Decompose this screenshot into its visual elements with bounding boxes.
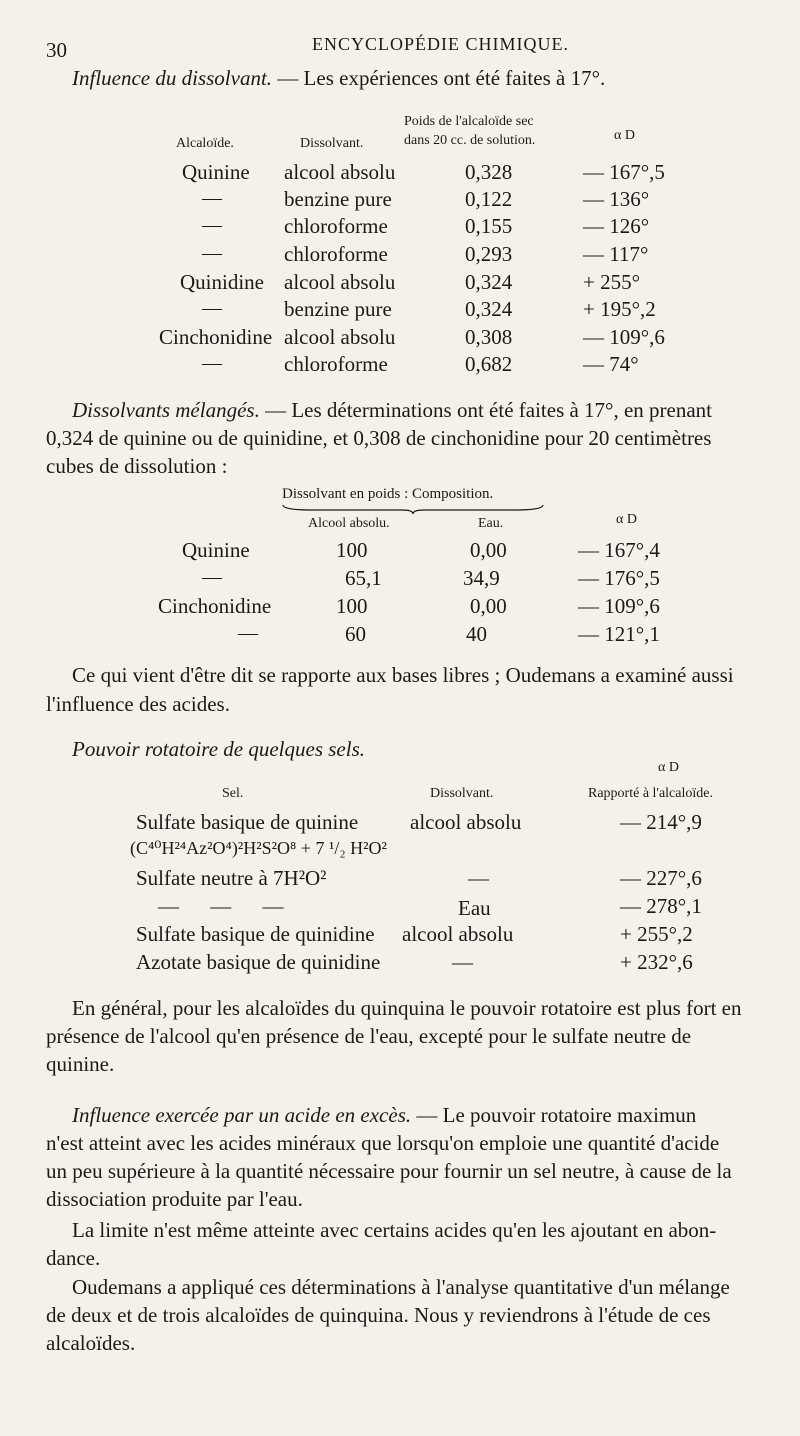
salts-alpha-header: α D [658, 760, 679, 775]
salts-row1-solvent: alcool absolu [410, 810, 522, 834]
table1-row7-weight: 0,308 [465, 325, 513, 349]
table2-row3-water: 0,00 [470, 594, 507, 618]
salts-row4-value: — 278°,1 [620, 894, 702, 918]
salts-row4-solvent: Eau [458, 896, 491, 920]
table1-row5-solvent: alcool absolu [284, 270, 396, 294]
table1-alpha-header: α D [614, 128, 635, 143]
page-number: 30 [46, 38, 67, 62]
table1-row8-alpha: — 74° [583, 352, 639, 376]
general-line2: présence de l'alcool qu'en présence de l'eau, excepté pour le sulfate neutre de [46, 1024, 692, 1048]
table1-row7-solvent: alcool absolu [284, 325, 396, 349]
table1-row3-solvent: chloroforme [284, 214, 388, 238]
table1-row2-weight: 0,122 [465, 187, 513, 211]
mixed-line3: cubes de dissolution : [46, 454, 228, 478]
table2-row1-name: Quinine [182, 538, 250, 562]
table2-row1-alcohol: 100 [336, 538, 368, 562]
table1-weight-header-2: dans 20 cc. de solution. [404, 133, 536, 148]
salts-ratio-header: Rapporté à l'alcaloïde. [588, 786, 713, 801]
table2-row2-water: 34,9 [463, 566, 500, 590]
salts-row1-value: — 214°,9 [620, 810, 702, 834]
table1-row4-alpha: — 117° [583, 242, 649, 266]
table1-row5-alpha: + 255° [583, 270, 640, 294]
table1-row8-alkaloid: — [202, 352, 222, 374]
table1-row2-alkaloid: — [202, 187, 222, 209]
oudemans-line3: alcaloïdes. [46, 1331, 136, 1355]
table1-row4-weight: 0,293 [465, 242, 513, 266]
table2-alcohol-header: Alcool absolu. [308, 516, 390, 531]
table1-row8-weight: 0,682 [465, 352, 513, 376]
table2-brace [282, 503, 544, 515]
excess-line1-text: — Le pouvoir rotatoire maximun [416, 1103, 697, 1127]
table2-row3-alpha: — 109°,6 [578, 594, 660, 618]
table1-row7-alkaloid: Cinchonidine [159, 325, 273, 349]
general-line3: quinine. [46, 1052, 115, 1076]
salts-solvent-header: Dissolvant. [430, 786, 494, 801]
table2-row2-alcohol: 65,1 [345, 566, 382, 590]
table1-row5-alkaloid: Quinidine [180, 270, 264, 294]
salts-row3-salt: Sulfate neutre à 7H²O² [136, 866, 327, 890]
table1-row6-solvent: benzine pure [284, 297, 392, 321]
salts-row6-salt: Azotate basique de quinidine [136, 950, 381, 974]
table1-row4-solvent: chloroforme [284, 242, 388, 266]
running-title: ENCYCLOPÉDIE CHIMIQUE. [312, 34, 569, 54]
table1-row2-solvent: benzine pure [284, 187, 392, 211]
table2-row4-name: — [238, 622, 258, 644]
table1-row3-alpha: — 126° [583, 214, 650, 238]
table1-row7-alpha: — 109°,6 [583, 325, 665, 349]
salts-row2-formula: (C⁴⁰H²⁴Az²O⁴)²H²S²O⁸ + 7 ¹/₂ H²O² [130, 838, 387, 858]
salts-row6-solvent: — [452, 950, 473, 974]
table1-weight-header-1: Poids de l'alcaloïde sec [404, 114, 534, 129]
salts-row6-value: + 232°,6 [620, 950, 693, 974]
table1-row1-alkaloid: Quinine [182, 160, 250, 184]
intro-text: — Les expériences ont été faites à 17°. [277, 66, 606, 90]
table1-row8-solvent: chloroforme [284, 352, 388, 376]
salts-row5-salt: Sulfate basique de quinidine [136, 922, 375, 946]
mixed-line1-text: — Les déterminations ont été faites à 17°, en prenant [265, 398, 712, 422]
intro-line [72, 66, 605, 91]
mixed-heading: Dissolvants mélangés. [72, 398, 260, 422]
table1-alkaloid-header: Alcaloïde. [176, 136, 234, 151]
table2-row1-alpha: — 167°,4 [578, 538, 660, 562]
bases-line1: Ce qui vient d'être dit se rapporte aux bases libres ; Oudemans a examiné aussi [72, 663, 734, 687]
table2-row3-name: Cinchonidine [158, 594, 272, 618]
table2-water-header: Eau. [478, 516, 504, 531]
general-line1: En général, pour les alcaloïdes du quinquina le pouvoir rotatoire est plus fort en [72, 996, 742, 1020]
table1-row1-weight: 0,328 [465, 160, 513, 184]
table1-row6-weight: 0,324 [465, 297, 513, 321]
salts-row3-solvent: — [468, 866, 489, 890]
mixed-line1 [72, 398, 712, 423]
oudemans-line1: Oudemans a appliqué ces déterminations à l'analyse quantitative d'un mélange [72, 1275, 730, 1299]
table1-solvent-header: Dissolvant. [300, 136, 364, 151]
intro-heading: Influence du dissolvant. [72, 66, 273, 90]
table2-row4-water: 40 [466, 622, 487, 646]
excess-line3: un peu supérieure à la quantité nécessaire pour fournir un sel neutre, à cause de la [46, 1159, 732, 1183]
bases-line2: l'influence des acides. [46, 692, 230, 716]
table2-row4-alpha: — 121°,1 [578, 622, 660, 646]
table2-alpha-header: α D [616, 512, 637, 527]
excess-line2: n'est atteint avec les acides minéraux que lorsqu'on emploie une quantité d'acide [46, 1131, 720, 1155]
table2-row4-alcohol: 60 [345, 622, 366, 646]
table1-row6-alkaloid: — [202, 297, 222, 319]
table1-row3-weight: 0,155 [465, 214, 513, 238]
salts-row4-salt: — — — [158, 894, 284, 918]
oudemans-line2: de deux et de trois alcaloïdes de quinquina. Nous y reviendrons à l'étude de ces [46, 1303, 711, 1327]
excess-line1 [72, 1103, 696, 1128]
excess-line4: dissociation produite par l'eau. [46, 1187, 303, 1211]
salts-row5-value: + 255°,2 [620, 922, 693, 946]
limit-line1: La limite n'est même atteinte avec certains acides qu'en les ajoutant en abon- [72, 1218, 717, 1242]
salts-salt-header: Sel. [222, 786, 244, 801]
limit-line2: dance. [46, 1246, 101, 1270]
table1-row1-solvent: alcool absolu [284, 160, 396, 184]
table1-row2-alpha: — 136° [583, 187, 650, 211]
salts-row5-solvent: alcool absolu [402, 922, 514, 946]
salts-row3-value: — 227°,6 [620, 866, 702, 890]
table1-row3-alkaloid: — [202, 214, 222, 236]
table1-row4-alkaloid: — [202, 242, 222, 264]
table2-group-header: Dissolvant en poids : Composition. [282, 486, 494, 502]
excess-heading: Influence exercée par un acide en excès. [72, 1103, 412, 1127]
table2-row1-water: 0,00 [470, 538, 507, 562]
table1-row1-alpha: — 167°,5 [583, 160, 665, 184]
mixed-line2: 0,324 de quinine ou de quinidine, et 0,308 de cinchonidine pour 20 centimètres [46, 426, 712, 450]
salts-heading [72, 737, 365, 762]
table2-row2-name: — [202, 566, 222, 588]
salts-heading-text: Pouvoir rotatoire de quelques sels. [72, 737, 365, 761]
table2-row3-alcohol: 100 [336, 594, 368, 618]
table1-row6-alpha: + 195°,2 [583, 297, 656, 321]
table2-row2-alpha: — 176°,5 [578, 566, 660, 590]
table1-row5-weight: 0,324 [465, 270, 513, 294]
salts-row1-salt: Sulfate basique de quinine [136, 810, 359, 834]
